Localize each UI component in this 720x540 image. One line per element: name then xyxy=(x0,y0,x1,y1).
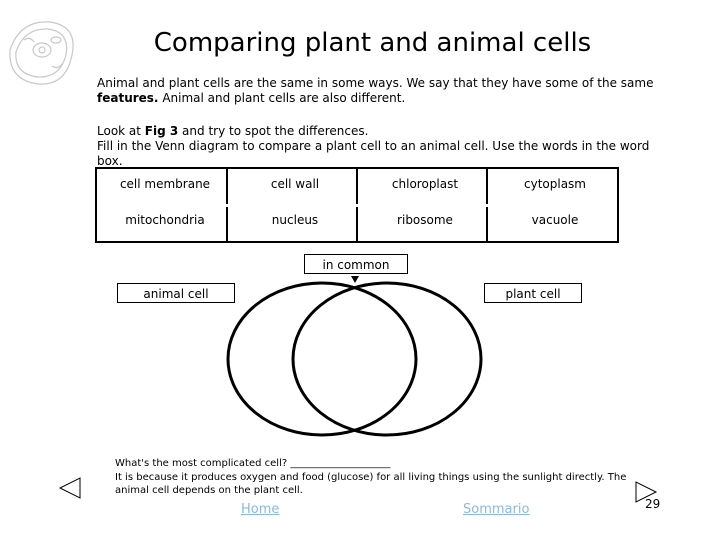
in-common-label: in common xyxy=(304,254,408,274)
plant-cell-label: plant cell xyxy=(484,283,582,303)
question-line: What's the most complicated cell? ____________________ xyxy=(115,458,391,469)
word-cytoplasm: cytoplasm xyxy=(524,177,586,191)
triangle-left-icon[interactable] xyxy=(58,476,82,500)
intro-bold-features: features. xyxy=(97,91,159,105)
page-title: Comparing plant and animal cells xyxy=(153,28,592,58)
explanation-text: It is because it produces oxygen and food (glucose) for all living things using the sunlight directly. The animal cell depends on the plant cell. xyxy=(115,471,627,496)
word-nucleus: nucleus xyxy=(271,213,319,227)
word-mitochondria: mitochondria xyxy=(125,213,205,227)
word-cell-wall: cell wall xyxy=(270,177,320,191)
word-cell-membrane: cell membrane xyxy=(119,177,211,191)
look-prefix: Look at xyxy=(97,124,145,138)
intro-text-1: Animal and plant cells are the same in some ways. We say that they have some of the same xyxy=(97,76,654,90)
answer-text xyxy=(115,457,640,498)
home-link[interactable]: Home xyxy=(241,502,280,517)
page-number: 29 xyxy=(645,497,661,511)
fig-reference: Fig 3 xyxy=(144,124,179,138)
word-vacuole: vacuole xyxy=(531,213,579,227)
look-suffix: and try to spot the differences. xyxy=(178,124,369,138)
sommario-link[interactable]: Sommario xyxy=(463,502,530,517)
word-chloroplast: chloroplast xyxy=(391,177,459,191)
intro-text-2: Animal and plant cells are also different. xyxy=(158,91,406,105)
word-ribosome: ribosome xyxy=(397,213,453,227)
in-common-arrow-icon xyxy=(351,276,359,283)
fill-instruction: Fill in the Venn diagram to compare a plant cell to an animal cell. Use the words in the word box. xyxy=(97,139,650,168)
animal-cell-label: animal cell xyxy=(117,283,235,303)
